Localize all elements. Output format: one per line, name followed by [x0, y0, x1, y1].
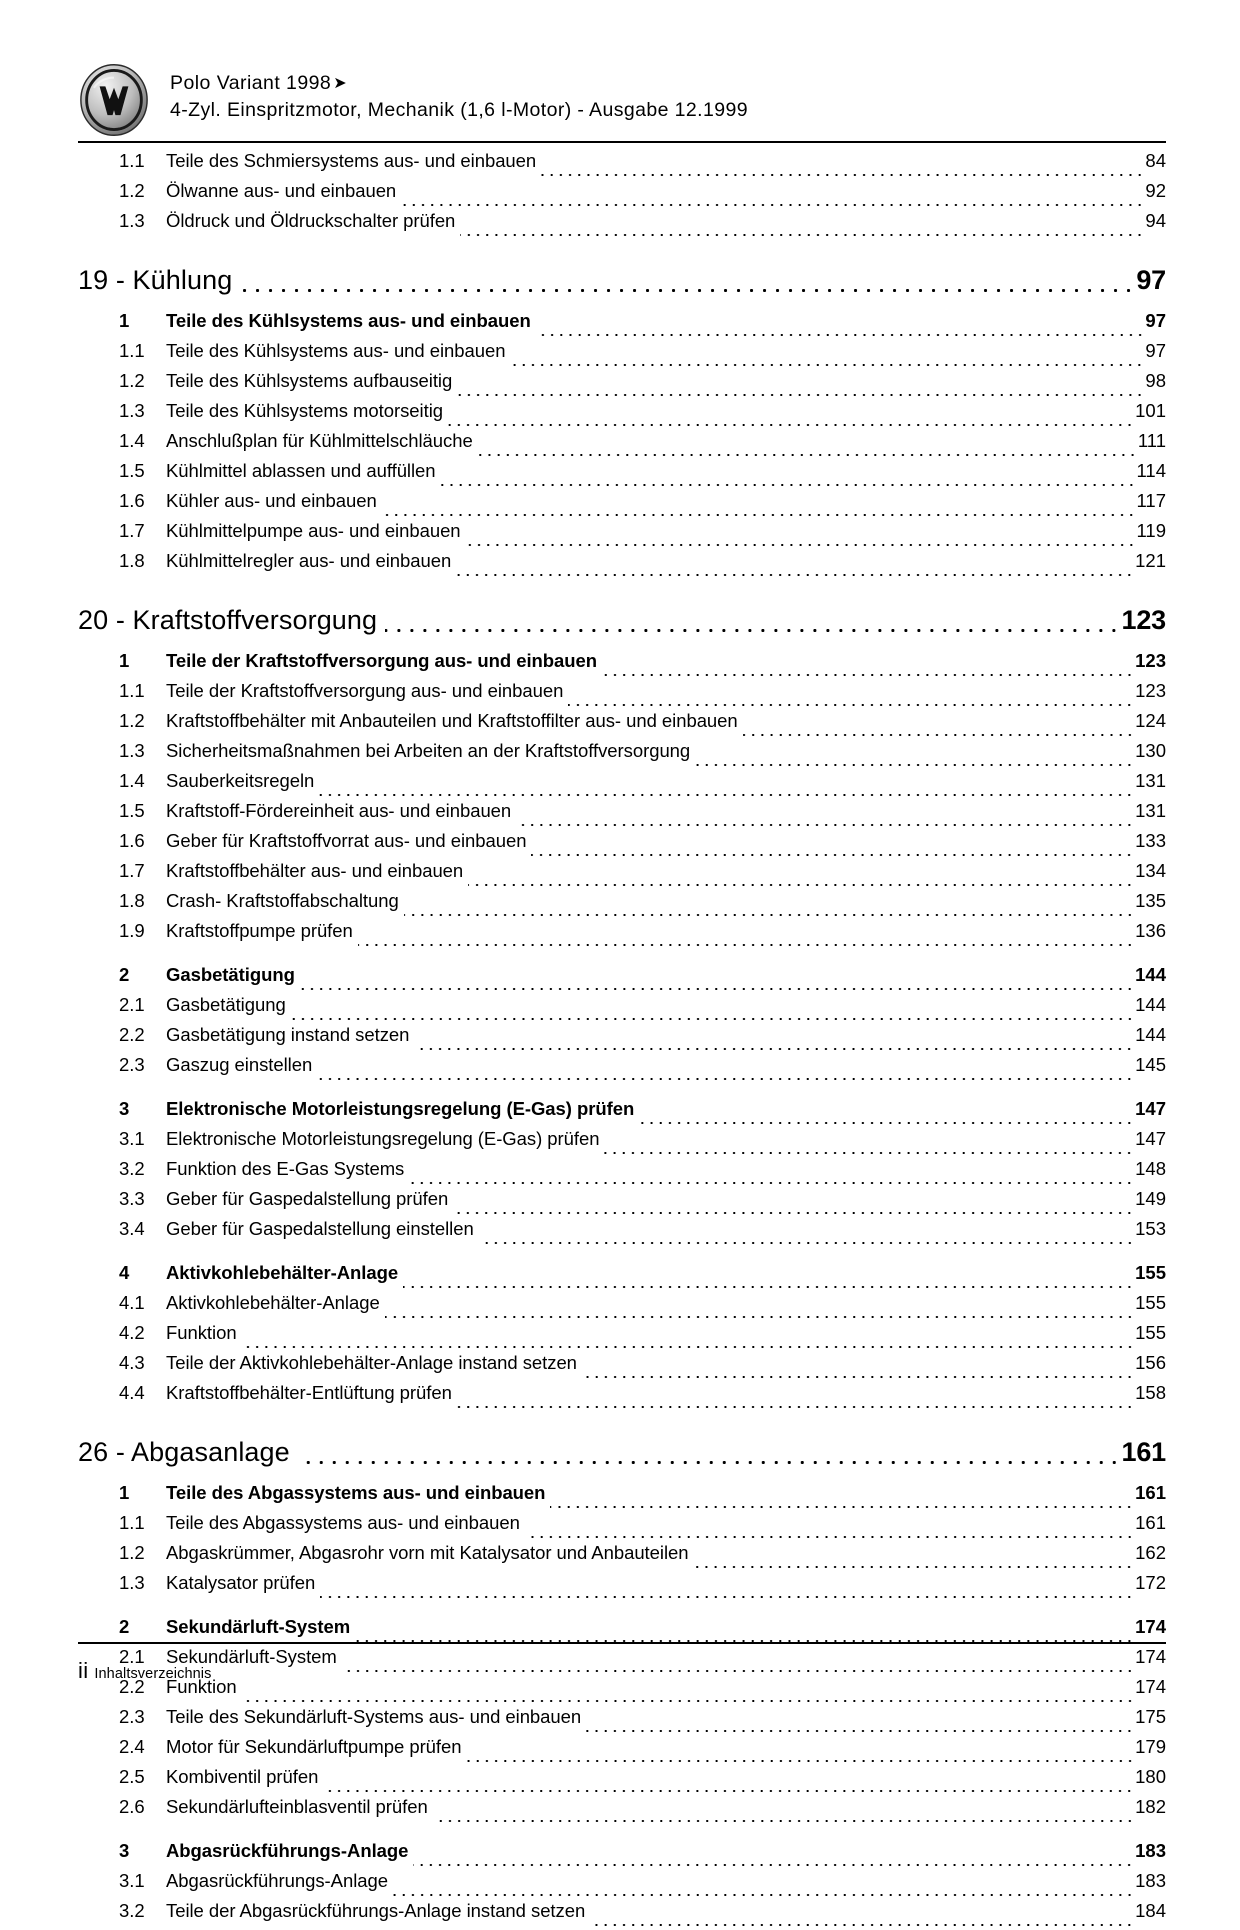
toc-entry-title: Aktivkohlebehälter-Anlage	[166, 1262, 399, 1283]
toc-leader-dots	[448, 414, 1134, 430]
toc-entry-sub[interactable]	[78, 830, 1166, 860]
toc-entry-number: 1	[119, 1482, 130, 1503]
toc-leader-dots	[582, 1366, 1134, 1382]
toc-entry-number: 1.1	[119, 680, 145, 701]
toc-leader-dots	[385, 620, 1120, 636]
toc-leader-dots	[401, 194, 1144, 210]
toc-entry-page: 184	[1135, 1900, 1166, 1921]
toc-entry-sub[interactable]	[78, 1796, 1166, 1826]
toc-entry-sub[interactable]	[78, 520, 1166, 550]
toc-entry-sub[interactable]	[78, 994, 1166, 1024]
toc-entry-number: 1	[119, 310, 130, 331]
toc-leader-dots	[385, 1306, 1134, 1322]
toc-entry-sub[interactable]	[78, 740, 1166, 770]
toc-entry-page: 156	[1135, 1352, 1166, 1373]
toc-entry-sub[interactable]	[78, 890, 1166, 920]
toc-entry-page: 111	[1137, 430, 1166, 451]
toc-entry-title: 19 - Kühlung	[78, 265, 233, 295]
toc-leader-dots	[590, 1914, 1134, 1930]
vehicle-name: Polo Variant 1998	[170, 72, 332, 94]
toc-leader-dots	[516, 814, 1134, 830]
toc-entry-page: 161	[1135, 1482, 1166, 1503]
toc-entry-number: 1.2	[119, 710, 145, 731]
toc-entry-page: 155	[1135, 1322, 1166, 1343]
toc-entry-sub[interactable]	[78, 340, 1166, 370]
toc-entry-number: 3.2	[119, 1158, 145, 1179]
toc-entry-title: Teile des Abgassystems aus- und einbauen	[166, 1512, 520, 1533]
toc-entry-number: 2.4	[119, 1736, 145, 1757]
toc-entry-sub[interactable]	[78, 1024, 1166, 1054]
toc-entry-title: Sekundärluft-System	[166, 1616, 351, 1637]
toc-entry-number: 1.8	[119, 890, 145, 911]
toc-entry-sub[interactable]	[78, 800, 1166, 830]
toc-leader-dots	[382, 504, 1136, 520]
toc-entry-sub[interactable]	[78, 1382, 1166, 1412]
toc-entry-title: Gasbetätigung	[166, 964, 295, 985]
toc-entry-title: Teile der Abgasrückführungs-Anlage instand setzen	[166, 1900, 586, 1921]
toc-entry-page: 97	[1136, 265, 1166, 295]
toc-entry-page: 123	[1135, 650, 1166, 671]
toc-entry-title: Sauberkeitsregeln	[166, 770, 315, 791]
toc-entry-number: 2.6	[119, 1796, 145, 1817]
toc-leader-dots	[319, 784, 1134, 800]
toc-entry-page: 123	[1135, 680, 1166, 701]
toc-entry-page: 101	[1135, 400, 1166, 421]
toc-entry-number: 1.5	[119, 800, 145, 821]
toc-entry-number: 1.8	[119, 550, 145, 571]
toc-entry-page: 161	[1121, 1437, 1166, 1467]
toc-leader-dots	[393, 1884, 1134, 1900]
page-footer	[78, 1658, 211, 1684]
toc-entry-number: 1.1	[119, 150, 145, 171]
toc-entry-sub[interactable]	[78, 1676, 1166, 1706]
toc-entry-sub[interactable]	[78, 1512, 1166, 1542]
toc-entry-page: 158	[1135, 1382, 1166, 1403]
toc-entry-sub[interactable]	[78, 460, 1166, 490]
toc-entry-number: 2.3	[119, 1706, 145, 1727]
toc-entry-title: Sekundärluft-System	[166, 1646, 337, 1667]
toc-leader-dots	[693, 1556, 1134, 1572]
toc-entry-page: 97	[1145, 310, 1166, 331]
toc-entry-number: 3.3	[119, 1188, 145, 1209]
toc-leader-dots	[342, 1660, 1134, 1676]
toc-entry-number: 1.4	[119, 770, 145, 791]
toc-entry-sub[interactable]	[78, 1188, 1166, 1218]
toc-entry-title: Ölwanne aus- und einbauen	[166, 180, 397, 201]
toc-entry-sub[interactable]	[78, 1900, 1166, 1930]
toc-leader-dots	[291, 1008, 1134, 1024]
toc-entry-chapter[interactable]	[78, 1426, 1166, 1468]
toc-entry-section[interactable]	[78, 1098, 1166, 1128]
toc-entry-page: 153	[1135, 1218, 1166, 1239]
toc-entry-number: 1.7	[119, 860, 145, 881]
toc-leader-dots	[467, 1750, 1135, 1766]
toc-entry-page: 123	[1121, 605, 1166, 635]
toc-entry-title: Elektronische Motorleistungsregelung (E-Gas) prüfen	[166, 1128, 600, 1149]
toc-entry-page: 144	[1135, 1024, 1166, 1045]
toc-leader-dots	[695, 754, 1134, 770]
toc-entry-title: Geber für Gaspedalstellung einstellen	[166, 1218, 474, 1239]
toc-entry-title: Teile des Kühlsystems motorseitig	[166, 400, 443, 421]
toc-leader-dots	[541, 164, 1144, 180]
toc-entry-page: 84	[1145, 150, 1166, 171]
toc-leader-dots	[510, 354, 1144, 370]
toc-entry-sub[interactable]	[78, 1054, 1166, 1084]
toc-entry-sub[interactable]	[78, 1766, 1166, 1796]
toc-entry-sub[interactable]	[78, 1542, 1166, 1572]
toc-entry-page: 121	[1135, 550, 1166, 571]
toc-entry-title: Teile der Kraftstoffversorgung aus- und einbauen	[166, 650, 598, 671]
toc-entry-number: 3.1	[119, 1870, 145, 1891]
toc-entry-title: Gasbetätigung instand setzen	[166, 1024, 410, 1045]
toc-entry-number: 2.2	[119, 1024, 145, 1045]
toc-entry-sub[interactable]	[78, 430, 1166, 460]
toc-entry-number: 4	[119, 1262, 130, 1283]
toc-entry-page: 182	[1135, 1796, 1166, 1817]
document-subtitle: 4-Zyl. Einspritzmotor, Mechanik (1,6 l-Motor) - Ausgabe 12.1999	[170, 99, 748, 121]
toc-entry-number: 1.3	[119, 400, 145, 421]
toc-entry-title: Anschlußplan für Kühlmittelschläuche	[166, 430, 473, 451]
toc-entry-title: Teile des Schmiersystems aus- und einbauen	[166, 150, 537, 171]
toc-entry-sub[interactable]	[78, 1572, 1166, 1602]
toc-leader-dots	[240, 280, 1135, 296]
toc-entry-title: Funktion des E-Gas Systems	[166, 1158, 405, 1179]
toc-entry-title: Kraftstoffbehälter aus- und einbauen	[166, 860, 464, 881]
toc-entry-title: Teile der Kraftstoffversorgung aus- und einbauen	[166, 680, 564, 701]
toc-entry-title: Elektronische Motorleistungsregelung (E-Gas) prüfen	[166, 1098, 635, 1119]
toc-entry-sub[interactable]	[78, 680, 1166, 710]
toc-leader-dots	[466, 534, 1136, 550]
toc-leader-dots	[323, 1780, 1134, 1796]
toc-leader-dots	[441, 474, 1136, 490]
toc-entry-page: 119	[1136, 520, 1166, 541]
page-header	[78, 62, 1166, 140]
toc-entry-title: Abgaskrümmer, Abgasrohr vorn mit Katalysator und Anbauteilen	[166, 1542, 689, 1563]
toc-entry-page: 97	[1145, 340, 1166, 361]
toc-leader-dots	[453, 1202, 1134, 1218]
toc-leader-dots	[550, 1496, 1134, 1512]
toc-leader-dots	[433, 1810, 1134, 1826]
toc-entry-number: 2.1	[119, 1646, 145, 1667]
toc-entry-page: 134	[1135, 860, 1166, 881]
toc-entry-sub[interactable]	[78, 370, 1166, 400]
toc-entry-sub[interactable]	[78, 770, 1166, 800]
toc-entry-number: 2.1	[119, 994, 145, 1015]
toc-entry-title: Gaszug einstellen	[166, 1054, 313, 1075]
toc-entry-page: 174	[1135, 1676, 1166, 1697]
arrow-icon: ➤	[333, 75, 348, 92]
toc-leader-dots	[478, 444, 1137, 460]
toc-entry-page: 117	[1136, 490, 1166, 511]
toc-entry-title: Geber für Gaspedalstellung prüfen	[166, 1188, 449, 1209]
toc-entry-number: 1	[119, 650, 130, 671]
header-title-block	[170, 70, 748, 124]
toc-leader-dots	[317, 1068, 1134, 1084]
toc-leader-dots	[639, 1112, 1134, 1128]
toc-entry-number: 1.6	[119, 490, 145, 511]
toc-entry-number: 1.3	[119, 1572, 145, 1593]
footer-label: Inhaltsverzeichnis	[94, 1666, 212, 1682]
toc-entry-title: Öldruck und Öldruckschalter prüfen	[166, 210, 456, 231]
toc-entry-title: Kühler aus- und einbauen	[166, 490, 377, 511]
toc-leader-dots	[358, 934, 1134, 950]
toc-entry-page: 148	[1135, 1158, 1166, 1179]
toc-entry-chapter[interactable]	[78, 254, 1166, 296]
toc-entry-section[interactable]	[78, 310, 1166, 340]
table-of-contents	[78, 150, 1166, 1930]
toc-entry-page: 147	[1135, 1098, 1166, 1119]
toc-entry-title: Sicherheitsmaßnahmen bei Arbeiten an der Kraftstoffversorgung	[166, 740, 691, 761]
toc-entry-title: Gasbetätigung	[166, 994, 286, 1015]
toc-entry-sub[interactable]	[78, 180, 1166, 210]
toc-entry-title: Aktivkohlebehälter-Anlage	[166, 1292, 380, 1313]
toc-entry-number: 4.1	[119, 1292, 145, 1313]
toc-entry-sub[interactable]	[78, 400, 1166, 430]
toc-entry-page: 162	[1135, 1542, 1166, 1563]
toc-entry-title: Funktion	[166, 1322, 237, 1343]
toc-entry-page: 144	[1135, 964, 1166, 985]
toc-leader-dots	[460, 224, 1144, 240]
toc-entry-title: Teile des Kühlsystems aus- und einbauen	[166, 310, 531, 331]
toc-entry-number: 3.2	[119, 1900, 145, 1921]
toc-entry-title: Kühlmittel ablassen und auffüllen	[166, 460, 436, 481]
toc-leader-dots	[468, 874, 1134, 890]
toc-entry-sub[interactable]	[78, 1128, 1166, 1158]
toc-entry-title: Motor für Sekundärluftpumpe prüfen	[166, 1736, 462, 1757]
toc-leader-dots	[536, 324, 1145, 340]
toc-entry-title: Sekundärlufteinblasventil prüfen	[166, 1796, 428, 1817]
toc-entry-number: 2.3	[119, 1054, 145, 1075]
toc-entry-section[interactable]	[78, 964, 1166, 994]
toc-entry-section[interactable]	[78, 1840, 1166, 1870]
vw-logo-icon	[78, 64, 150, 136]
toc-entry-number: 4.3	[119, 1352, 145, 1373]
toc-entry-number: 2.2	[119, 1676, 145, 1697]
toc-entry-title: 20 - Kraftstoffversorgung	[78, 605, 378, 635]
toc-entry-number: 1.2	[119, 180, 145, 201]
toc-entry-page: 133	[1135, 830, 1166, 851]
toc-entry-number: 2	[119, 1616, 130, 1637]
toc-leader-dots	[456, 564, 1134, 580]
toc-entry-page: 147	[1135, 1128, 1166, 1149]
toc-entry-page: 114	[1136, 460, 1166, 481]
footer-divider	[78, 1642, 1166, 1644]
toc-entry-page: 145	[1135, 1054, 1166, 1075]
toc-entry-number: 4.2	[119, 1322, 145, 1343]
toc-entry-page: 131	[1135, 800, 1166, 821]
toc-entry-page: 179	[1135, 1736, 1166, 1757]
toc-entry-number: 2	[119, 964, 130, 985]
toc-entry-section[interactable]	[78, 650, 1166, 680]
toc-entry-section[interactable]	[78, 1262, 1166, 1292]
toc-entry-sub[interactable]	[78, 1352, 1166, 1382]
toc-leader-dots	[242, 1336, 1135, 1352]
toc-entry-title: Kraftstoffbehälter-Entlüftung prüfen	[166, 1382, 452, 1403]
toc-entry-title: Abgasrückführungs-Anlage	[166, 1840, 409, 1861]
toc-entry-page: 124	[1135, 710, 1166, 731]
toc-entry-sub[interactable]	[78, 210, 1166, 240]
toc-entry-number: 3	[119, 1098, 130, 1119]
toc-entry-title: Teile des Sekundärluft-Systems aus- und einbauen	[166, 1706, 582, 1727]
toc-entry-number: 1.2	[119, 1542, 145, 1563]
toc-entry-number: 1.5	[119, 460, 145, 481]
toc-entry-title: Teile des Abgassystems aus- und einbauen	[166, 1482, 546, 1503]
toc-leader-dots	[525, 1526, 1134, 1542]
toc-entry-sub[interactable]	[78, 1870, 1166, 1900]
toc-entry-page: 183	[1135, 1840, 1166, 1861]
toc-entry-number: 1.9	[119, 920, 145, 941]
toc-entry-page: 174	[1135, 1646, 1166, 1667]
toc-entry-page: 135	[1135, 890, 1166, 911]
toc-entry-sub[interactable]	[78, 1646, 1166, 1676]
toc-leader-dots	[531, 844, 1134, 860]
toc-entry-title: Crash- Kraftstoffabschaltung	[166, 890, 399, 911]
toc-entry-page: 175	[1135, 1706, 1166, 1727]
toc-leader-dots	[409, 1172, 1134, 1188]
toc-entry-title: Abgasrückführungs-Anlage	[166, 1870, 388, 1891]
toc-leader-dots	[414, 1038, 1134, 1054]
toc-entry-number: 1.6	[119, 830, 145, 851]
toc-leader-dots	[320, 1586, 1134, 1602]
toc-entry-page: 155	[1135, 1262, 1166, 1283]
toc-entry-page: 180	[1135, 1766, 1166, 1787]
toc-leader-dots	[404, 904, 1134, 920]
toc-entry-page: 183	[1135, 1870, 1166, 1891]
document-vehicle-title	[170, 70, 748, 97]
toc-entry-page: 174	[1135, 1616, 1166, 1637]
toc-entry-page: 149	[1135, 1188, 1166, 1209]
toc-leader-dots	[457, 384, 1144, 400]
toc-entry-title: Kühlmittelregler aus- und einbauen	[166, 550, 452, 571]
toc-entry-title: Kraftstoff-Fördereinheit aus- und einbauen	[166, 800, 512, 821]
toc-entry-sub[interactable]	[78, 1292, 1166, 1322]
toc-entry-sub[interactable]	[78, 1736, 1166, 1766]
toc-entry-sub[interactable]	[78, 550, 1166, 580]
toc-entry-number: 3	[119, 1840, 130, 1861]
toc-leader-dots	[298, 1452, 1121, 1468]
toc-entry-sub[interactable]	[78, 1158, 1166, 1188]
toc-entry-number: 1.1	[119, 340, 145, 361]
toc-entry-page: 98	[1145, 370, 1166, 391]
toc-leader-dots	[403, 1276, 1134, 1292]
toc-entry-sub[interactable]	[78, 1322, 1166, 1352]
toc-entry-number: 1.3	[119, 740, 145, 761]
toc-entry-page: 144	[1135, 994, 1166, 1015]
toc-entry-sub[interactable]	[78, 1706, 1166, 1736]
toc-entry-page: 131	[1135, 770, 1166, 791]
toc-entry-sub[interactable]	[78, 150, 1166, 180]
header-divider	[78, 141, 1166, 143]
toc-entry-sub[interactable]	[78, 490, 1166, 520]
toc-leader-dots	[602, 664, 1134, 680]
toc-entry-number: 3.1	[119, 1128, 145, 1149]
toc-entry-number: 3.4	[119, 1218, 145, 1239]
toc-entry-chapter[interactable]	[78, 594, 1166, 636]
toc-leader-dots	[457, 1396, 1134, 1412]
toc-entry-page: 172	[1135, 1572, 1166, 1593]
toc-entry-sub[interactable]	[78, 1218, 1166, 1248]
toc-entry-page: 94	[1145, 210, 1166, 231]
toc-leader-dots	[586, 1720, 1134, 1736]
toc-entry-title: Katalysator prüfen	[166, 1572, 316, 1593]
toc-leader-dots	[413, 1854, 1134, 1870]
toc-entry-page: 136	[1135, 920, 1166, 941]
toc-leader-dots	[604, 1142, 1134, 1158]
toc-entry-number: 1.1	[119, 1512, 145, 1533]
toc-leader-dots	[300, 978, 1134, 994]
toc-leader-dots	[242, 1690, 1135, 1706]
toc-leader-dots	[568, 694, 1134, 710]
toc-entry-title: Teile der Aktivkohlebehälter-Anlage instand setzen	[166, 1352, 577, 1373]
toc-leader-dots	[479, 1232, 1134, 1248]
toc-entry-title: Teile des Kühlsystems aus- und einbauen	[166, 340, 506, 361]
toc-entry-page: 161	[1135, 1512, 1166, 1533]
toc-entry-title: 26 - Abgasanlage	[78, 1437, 290, 1467]
toc-leader-dots	[743, 724, 1134, 740]
toc-entry-sub[interactable]	[78, 860, 1166, 890]
toc-entry-number: 4.4	[119, 1382, 145, 1403]
toc-entry-title: Kühlmittelpumpe aus- und einbauen	[166, 520, 461, 541]
toc-entry-title: Kraftstoffbehälter mit Anbauteilen und Kraftstoffilter aus- und einbauen	[166, 710, 738, 731]
toc-entry-title: Kraftstoffpumpe prüfen	[166, 920, 353, 941]
toc-entry-page: 92	[1145, 180, 1166, 201]
footer-page-number: ii	[78, 1658, 89, 1683]
toc-entry-page: 130	[1135, 740, 1166, 761]
toc-entry-sub[interactable]	[78, 920, 1166, 950]
toc-entry-number: 1.2	[119, 370, 145, 391]
toc-entry-title: Geber für Kraftstoffvorrat aus- und einbauen	[166, 830, 527, 851]
toc-entry-title: Kombiventil prüfen	[166, 1766, 319, 1787]
toc-entry-title: Teile des Kühlsystems aufbauseitig	[166, 370, 453, 391]
toc-entry-page: 155	[1135, 1292, 1166, 1313]
toc-entry-section[interactable]	[78, 1482, 1166, 1512]
toc-entry-number: 1.3	[119, 210, 145, 231]
toc-entry-sub[interactable]	[78, 710, 1166, 740]
toc-entry-number: 2.5	[119, 1766, 145, 1787]
toc-entry-title: Funktion	[166, 1676, 237, 1697]
toc-entry-number: 1.4	[119, 430, 145, 451]
toc-entry-number: 1.7	[119, 520, 145, 541]
